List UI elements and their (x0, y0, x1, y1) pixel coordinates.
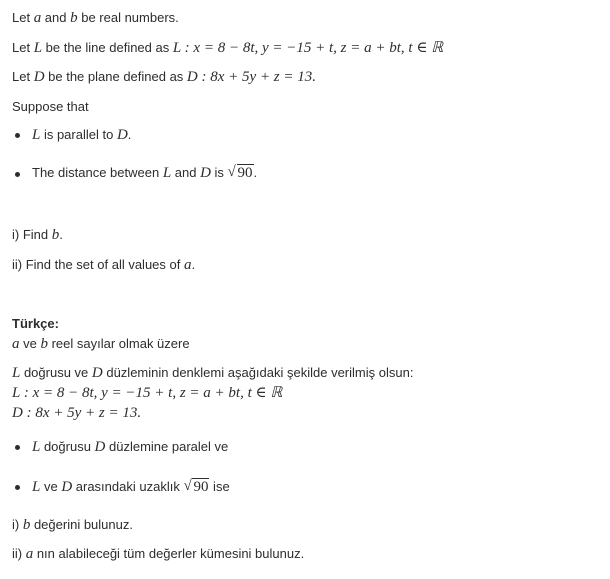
text: ve (19, 336, 41, 351)
text: is (210, 165, 228, 180)
text: Let (12, 40, 34, 55)
text: and (41, 10, 71, 25)
bullet-dot (15, 445, 20, 450)
condition-parallel (32, 126, 131, 144)
text: doğrusu (40, 439, 95, 454)
radical-icon: √ (227, 164, 236, 180)
text: be real numbers. (77, 10, 179, 25)
var-D: D (91, 365, 103, 381)
text: ise (209, 479, 230, 494)
text: and (171, 165, 201, 180)
tr-plane-equation: D : 8x + 5y + z = 13. (12, 405, 142, 421)
bullet-dot (15, 485, 20, 490)
text: . (253, 165, 258, 180)
bullet-dot (15, 172, 20, 177)
var-L: L (162, 165, 172, 181)
question-i (12, 226, 63, 244)
text: düzleminin denklemi aşağıdaki şekilde verilmiş olsun: (102, 365, 414, 380)
var-D: D (116, 127, 128, 143)
var-a: a (183, 257, 192, 273)
condition-distance (32, 164, 257, 182)
plane-equation: D : 8x + 5y + z = 13. (186, 69, 317, 85)
text: doğrusu ve (20, 365, 92, 380)
var-a: a (12, 336, 20, 352)
text: be the plane defined as (44, 69, 187, 84)
plane-definition (12, 68, 316, 86)
var-a: a (25, 546, 34, 562)
var-b: b (70, 10, 78, 26)
text: ii) (12, 546, 26, 561)
text: Let (12, 10, 34, 25)
text: be the line defined as (42, 40, 173, 55)
var-D: D (94, 439, 106, 455)
text: reel sayılar olmak üzere (47, 336, 190, 351)
tr-definition-line (12, 364, 413, 382)
var-b: b (22, 517, 31, 533)
question-ii (12, 256, 195, 274)
tr-condition-parallel (32, 438, 228, 456)
var-b: b (40, 336, 48, 352)
bullet-dot (15, 133, 20, 138)
text: i) (12, 517, 23, 532)
var-L: L (12, 365, 21, 381)
tr-question-ii (12, 545, 304, 563)
var-L: L (32, 127, 41, 143)
text: düzlemine paralel ve (105, 439, 229, 454)
var-a: a (33, 10, 42, 26)
tr-condition-distance (32, 478, 230, 496)
var-L: L (32, 439, 41, 455)
var-b: b (51, 227, 60, 243)
text: The distance between (32, 165, 163, 180)
text: ve (40, 479, 62, 494)
intro-line (12, 9, 179, 27)
text: ii) Find the set of all values of (12, 257, 184, 272)
radical-icon: √ (183, 478, 192, 494)
text: . (127, 127, 132, 142)
radicand: 90 (193, 479, 209, 495)
text: is parallel to (40, 127, 117, 142)
turkish-heading: Türkçe: (12, 316, 59, 331)
text: . (59, 227, 63, 242)
tr-question-i (12, 516, 133, 534)
line-equation: L : x = 8 − 8t, y = −15 + t, z = a + bt, t ∈ ℝ (172, 40, 444, 56)
radicand: 90 (237, 165, 253, 181)
text: i) Find (12, 227, 52, 242)
sqrt-expression (228, 164, 254, 182)
var-D: D (200, 165, 211, 181)
text: değerini bulunuz. (30, 517, 133, 532)
sqrt-expression (183, 478, 209, 496)
text: Let (12, 69, 34, 84)
var-D: D (61, 479, 73, 495)
var-L: L (33, 40, 43, 56)
var-L: L (32, 479, 41, 495)
text: arasındaki uzaklık (72, 479, 184, 494)
tr-intro-line (12, 335, 190, 353)
text: nın alabileceği tüm değerler kümesini bulunuz. (33, 546, 305, 561)
text: . (191, 257, 196, 272)
suppose-text: Suppose that (12, 99, 89, 114)
line-definition (12, 39, 443, 57)
tr-line-equation: L : x = 8 − 8t, y = −15 + t, z = a + bt, t ∈ ℝ (12, 385, 283, 401)
var-D: D (33, 69, 45, 85)
